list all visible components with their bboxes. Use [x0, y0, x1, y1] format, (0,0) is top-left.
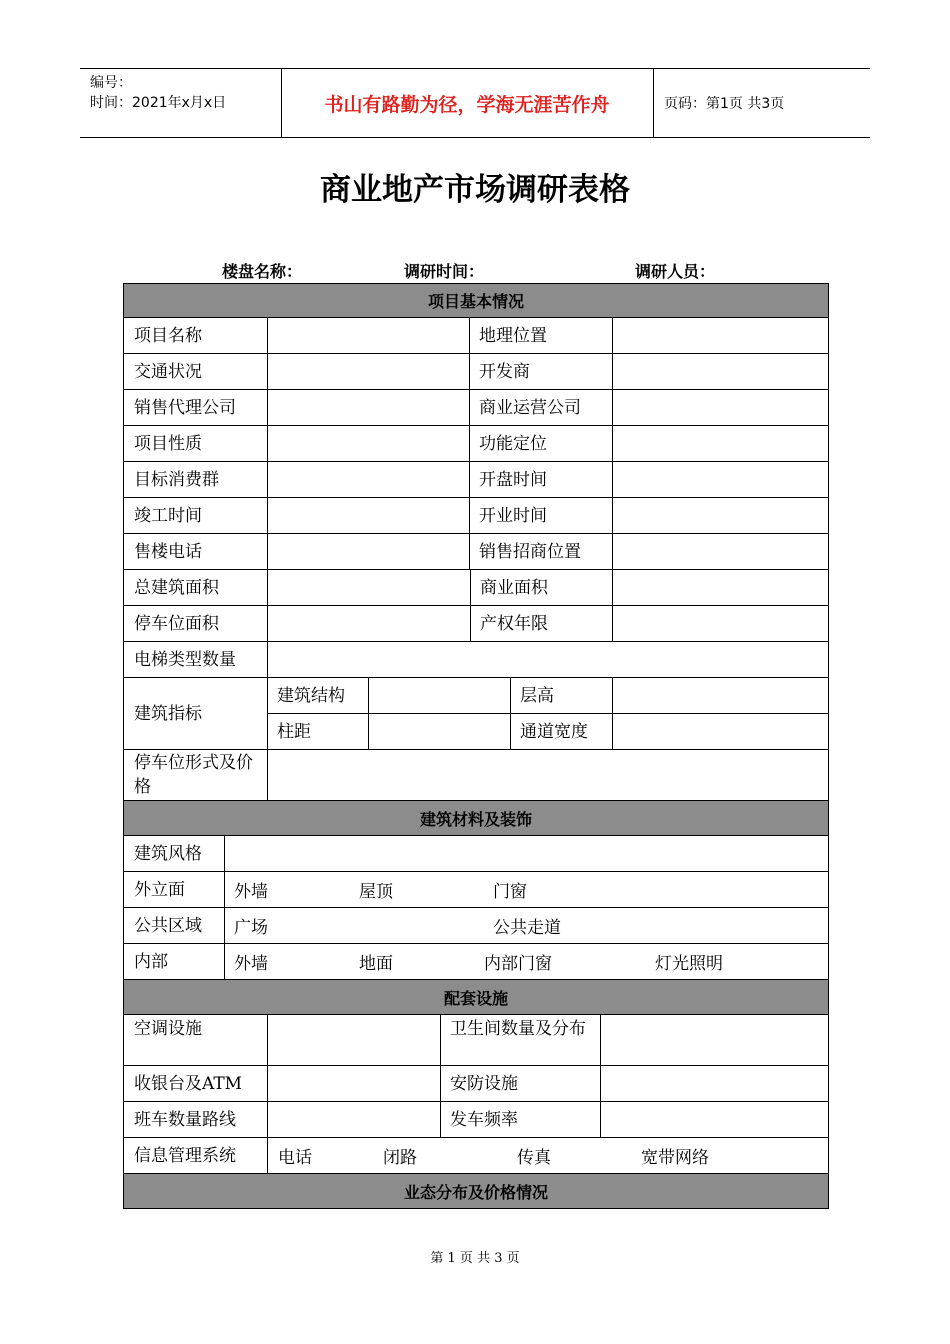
page-title: 商业地产市场调研表格	[320, 172, 630, 208]
field-label: 产权年限	[480, 613, 548, 634]
table-row	[123, 462, 829, 498]
header-motto: 书山有路勤为径，学海无涯苦作舟	[324, 93, 610, 116]
field-label: 公共区域	[134, 915, 202, 936]
field-label: 外墙	[234, 882, 268, 902]
field-label: 地理位置	[479, 325, 547, 346]
field-label: 开业时间	[479, 505, 547, 526]
table-row	[123, 390, 829, 426]
field-label: 商业面积	[480, 577, 548, 598]
section-header-business: 业态分布及价格情况	[123, 1174, 829, 1209]
field-label: 门窗	[493, 882, 527, 902]
field-label: 灯光照明	[655, 954, 723, 974]
field-label: 建筑风格	[134, 843, 202, 864]
field-label: 电话	[278, 1148, 312, 1168]
field-label: 销售代理公司	[134, 397, 236, 418]
table-row	[123, 836, 829, 872]
table-row	[123, 750, 829, 801]
field-label: 卫生间数量及分布	[450, 1019, 586, 1039]
field-label: 项目名称	[134, 325, 202, 346]
field-label: 停车位形式及价格	[134, 753, 253, 797]
field-label: 商业运营公司	[479, 397, 581, 418]
field-label: 销售招商位置	[479, 541, 581, 562]
field-label: 停车位面积	[134, 613, 219, 634]
table-row	[123, 354, 829, 390]
field-label: 电梯类型数量	[134, 649, 236, 670]
table-row	[123, 606, 829, 642]
table-row	[123, 944, 829, 980]
table-row	[123, 1015, 829, 1066]
field-label: 建筑指标	[134, 703, 202, 724]
section-header-basic: 项目基本情况	[123, 283, 829, 318]
field-label: 空调设施	[134, 1019, 202, 1039]
field-label: 班车数量路线	[134, 1109, 236, 1130]
field-label: 地面	[359, 954, 393, 974]
field-label: 柱距	[277, 721, 311, 742]
field-label: 总建筑面积	[134, 577, 219, 598]
field-label: 公共走道	[493, 918, 561, 938]
header-page-info: 页码：第1页 共3页	[664, 96, 785, 112]
field-label: 闭路	[383, 1148, 417, 1168]
field-label: 层高	[520, 686, 554, 706]
field-label: 建筑结构	[277, 686, 345, 706]
section-header-materials: 建筑材料及装饰	[123, 801, 829, 836]
field-label: 目标消费群	[134, 469, 219, 490]
field-label: 内部门窗	[484, 954, 552, 974]
field-label: 广场	[234, 918, 268, 938]
table-row	[123, 1102, 829, 1138]
field-label: 内部	[134, 951, 168, 972]
table-row	[123, 1138, 829, 1174]
table-row	[123, 570, 829, 606]
field-label: 外墙	[234, 954, 268, 974]
field-label: 开盘时间	[479, 469, 547, 490]
field-label: 功能定位	[479, 433, 547, 454]
table-row	[123, 426, 829, 462]
document-header	[80, 68, 870, 138]
table-row	[123, 1066, 829, 1102]
field-label: 发车频率	[450, 1109, 518, 1130]
table-row	[123, 498, 829, 534]
property-name-label: 楼盘名称：	[222, 262, 303, 281]
table-row	[123, 678, 829, 750]
field-label: 售楼电话	[134, 541, 202, 562]
field-label: 信息管理系统	[134, 1145, 236, 1166]
table-row	[123, 908, 829, 944]
field-label: 交通状况	[134, 361, 202, 382]
survey-table	[123, 283, 829, 1209]
surveyor-label: 调研人员：	[635, 262, 716, 281]
date-label: 时间：2021年x月x日	[90, 95, 227, 111]
field-label: 传真	[517, 1148, 551, 1168]
section-header-facilities: 配套设施	[123, 980, 829, 1015]
field-label: 竣工时间	[134, 505, 202, 526]
field-label: 项目性质	[134, 433, 202, 454]
header-info	[90, 73, 226, 113]
field-label: 宽带网络	[641, 1148, 709, 1168]
table-row	[123, 642, 829, 678]
code-label: 编号：	[90, 75, 132, 91]
page-footer: 第 1 页 共 3 页	[430, 1251, 520, 1266]
field-label: 通道宽度	[520, 721, 588, 742]
field-label: 收银台及ATM	[134, 1073, 243, 1094]
field-label: 屋顶	[359, 882, 393, 902]
survey-time-label: 调研时间：	[404, 262, 485, 281]
table-row	[123, 534, 829, 570]
field-label: 外立面	[134, 879, 185, 900]
table-row	[123, 872, 829, 908]
table-row	[123, 318, 829, 354]
field-label: 安防设施	[450, 1073, 518, 1094]
field-label: 开发商	[479, 361, 530, 382]
header-divider	[653, 69, 654, 137]
